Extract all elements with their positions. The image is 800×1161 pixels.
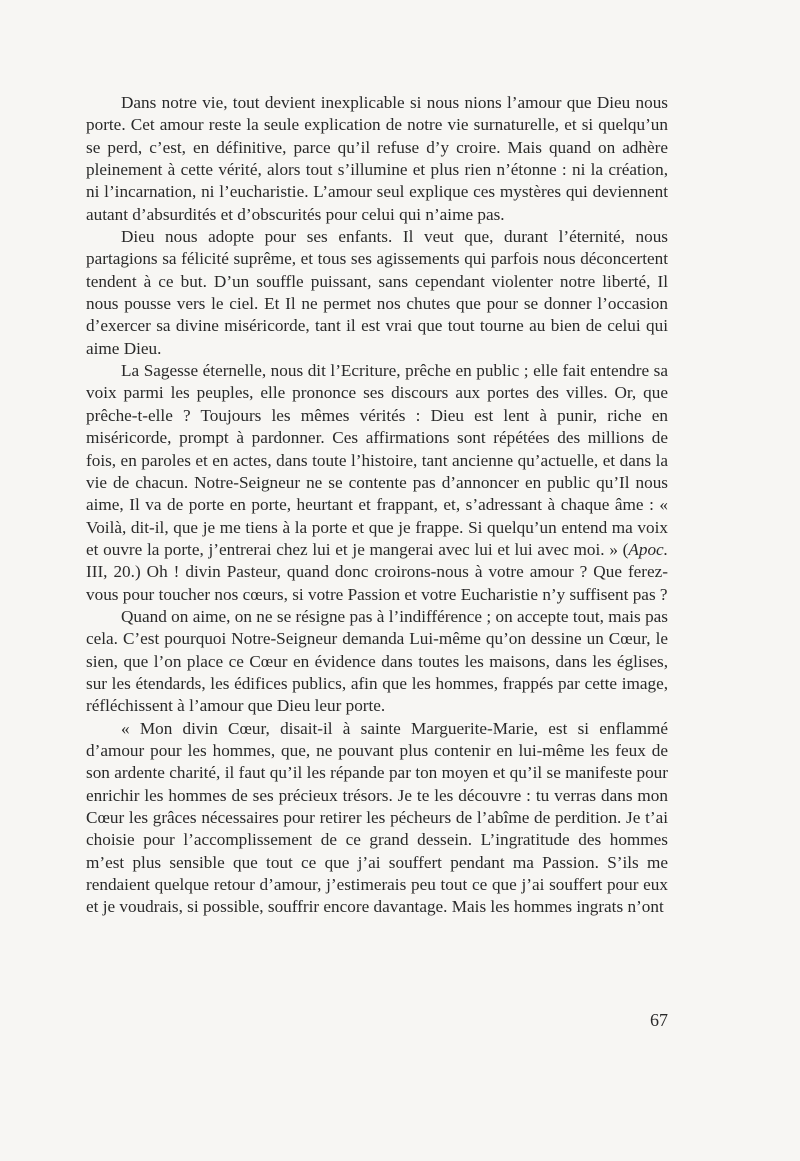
paragraph	[86, 226, 668, 360]
paragraph-text: La Sagesse éternelle, nous dit l’Ecriture, prêche en public ; elle fait entendre sa voix parmi les peuples, elle prononce ses discours aux portes des villes. Or, que prêche-t-elle ? Toujours les mêmes vérités : Dieu est lent à punir, riche en miséricorde, prompt à pardonner. Ces affirmations sont répétées des millions de fois, en paroles et en actes, dans toute l’histoire, tant ancienne qu’actuelle, et dans la vie de chacun. Notre-Seigneur ne se contente pas d’annoncer en public qu’Il nous aime, Il va de porte en porte, heurtant et frappant, et, s’adressant à chaque âme : « Voilà, dit-il, que je me tiens à la porte et que je frappe. Si quelqu’un entend ma voix et ouvre la porte, j’entrerai chez lui et je mangerai avec lui et lui avec moi. » (	[86, 361, 668, 559]
body-text	[86, 92, 668, 919]
italic-reference: Apoc.	[628, 539, 668, 559]
paragraph	[86, 718, 668, 919]
paragraph	[86, 606, 668, 718]
paragraph-text: III, 20.) Oh ! divin Pasteur, quand donc croirons-nous à votre amour ? Que ferez-vous pour toucher nos cœurs, si votre Passion et votre Eucharistie n’y suffisent pas ?	[86, 562, 668, 604]
paragraph-text: « Mon divin Cœur, disait-il à sainte Marguerite-Marie, est si enflammé d’amour pour les hommes, que, ne pouvant plus contenir en lui-même les feux de son ardente charité, il faut qu’il les répande par ton moyen et qu’il se manifeste pour enrichir les hommes de ses précieux trésors. Je te les découvre : tu verras dans mon Cœur les grâces nécessaires pour retirer les pécheurs de l’abîme de perdition. Je t’ai choisie pour l’accomplissement de ce grand dessein. L’ingratitude des hommes m’est plus sensible que tout ce que j’ai souffert pendant ma Passion. S’ils me rendaient quelque retour d’amour, j’estimerais peu tout ce que j’ai souffert pour eux et je voudrais, si possible, souffrir encore davantage. Mais les hommes ingrats n’ont	[86, 718, 668, 917]
paragraph	[86, 360, 668, 606]
paragraph-text: Quand on aime, on ne se résigne pas à l’indifférence ; on accepte tout, mais pas cela. C’est pourquoi Notre-Seigneur demanda Lui-même qu’on dessine un Cœur, le sien, que l’on place ce Cœur en évidence dans toutes les maisons, dans les églises, sur les étendards, les édifices publics, afin que les hommes, frappés par cette image, réfléchissent à l’amour que Dieu leur porte.	[86, 606, 668, 716]
paragraph-text: Dieu nous adopte pour ses enfants. Il veut que, durant l’éternité, nous partagions sa félicité suprême, et tous ses agissements qui parfois nous déconcertent tendent à ce but. D’un souffle puissant, sans cependant violenter notre liberté, Il nous pousse vers le ciel. Et Il ne permet nos chutes que pour se donner l’occasion d’exercer sa divine miséricorde, tant il est vrai que tout tourne au bien de celui qui aime Dieu.	[86, 227, 668, 358]
page-number: 67	[650, 1010, 668, 1030]
paragraph-text: Dans notre vie, tout devient inexplicable si nous nions l’amour que Dieu nous porte. Cet amour reste la seule explication de notre vie surnaturelle, et si quelqu’un se perd, c’est, en définitive, parce qu’il refuse d’y croire. Mais quand on adhère pleinement à cette vérité, alors tout s’illumine et plus rien n’étonne : ni la création, ni l’incarnation, ni l’eucharistie. L’amour seul explique ces mystères qui deviennent autant d’absurdités et d’obscurités pour celui qui n’aime pas.	[86, 93, 668, 224]
paragraph	[86, 92, 668, 226]
